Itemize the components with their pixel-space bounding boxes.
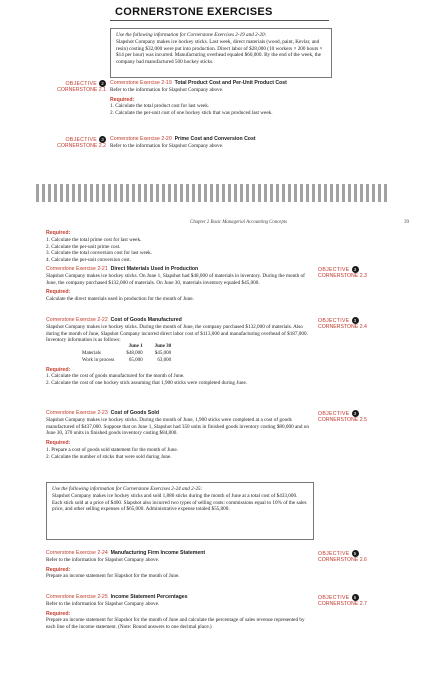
exercise-ref: Refer to the information for Slapshot Company above.: [110, 142, 224, 149]
cornerstone-tag: CORNERSTONE 2.1: [57, 87, 106, 94]
objective-2-24: [318, 550, 396, 564]
exercise-title: Cost of Goods Sold: [110, 410, 160, 416]
required-item: 1. Calculate the cost of goods manufactured for the month of June.: [46, 373, 185, 380]
required-item: 2. Calculate the per-unit prime cost.: [46, 243, 121, 250]
exercise-text: Slapshot Company makes ice hockey sticks. On June 1, Slapshot had $48,000 of materials in inventory. During the month of June, the company purchased $132,000 of materials. On June 30, materials inventory equaled $45,000.: [46, 272, 305, 286]
info-box-intro: Use the following information for Cornerstone Exercises 2-19 and 2-20:: [116, 32, 267, 38]
section-title: CORNERSTONE EXERCISES: [115, 6, 273, 18]
exercise-ref: Refer to the information for Slapshot Company above.: [110, 86, 224, 93]
cornerstone-tag: CORNERSTONE 2.2: [57, 143, 106, 150]
objective-2-23: [318, 410, 396, 424]
table-header: June 30: [154, 344, 172, 350]
objective-2-21: [318, 266, 396, 280]
page-bottom: [0, 214, 423, 700]
objective-label: OBJECTIVE: [318, 594, 350, 601]
cornerstone-tag: CORNERSTONE 2.3: [318, 273, 367, 280]
required-label: Required:: [46, 366, 71, 373]
table-header: June 1: [128, 344, 143, 350]
exercise-title: Manufacturing Firm Income Statement: [110, 550, 206, 556]
cornerstone-tag: CORNERSTONE 2.7: [318, 601, 367, 608]
table-row: [76, 358, 177, 365]
objective-2-19: [28, 80, 106, 94]
exercise-title: Prime Cost and Conversion Cost: [174, 136, 256, 142]
objective-number: 5: [352, 594, 359, 601]
required-label: Required:: [46, 230, 71, 236]
exercise-number: Cornerstone Exercise 2-19: [110, 80, 172, 86]
objective-label: OBJECTIVE: [318, 410, 350, 417]
exercise-number: Cornerstone Exercise 2-22: [46, 317, 108, 323]
required-label: Required:: [46, 289, 71, 296]
objective-2-22: [318, 317, 396, 331]
required-label: Required:: [46, 610, 71, 617]
exercise-2-22: [46, 317, 314, 387]
objective-label: OBJECTIVE: [318, 317, 350, 324]
required-item: 1. Calculate the total prime cost for last week.: [46, 236, 142, 243]
table-cell: $48,000: [126, 350, 143, 356]
objective-label: OBJECTIVE: [318, 550, 350, 557]
exercise-text: Slapshot Company makes ice hockey sticks. During the month of June, the company purchased $132,000 of materials. Also during the month of June, Slapshot Company incurred direct labor cost of $113,000 and manufacturing overhead of $187,000. Inventory information is as follows:: [46, 323, 308, 344]
exercise-2-23: [46, 410, 314, 461]
required-item: Prepare an income statement for Slapshot for the month of June.: [46, 573, 180, 580]
table-cell: Work in process: [82, 357, 115, 363]
objective-label: OBJECTIVE: [65, 136, 97, 143]
cornerstone-tag: CORNERSTONE 2.6: [318, 557, 367, 564]
info-box-2: [46, 482, 314, 540]
required-label: Required:: [110, 96, 135, 103]
running-header: Chapter 2 Basic Managerial Accounting Concepts: [190, 220, 288, 225]
exercise-2-21: [46, 266, 314, 303]
header-rule: [110, 20, 329, 21]
required-item: 3. Calculate the total conversion cost for last week.: [46, 250, 153, 257]
objective-number: 3: [352, 266, 359, 273]
objective-number: 3: [99, 136, 106, 143]
objective-number: 3: [352, 410, 359, 417]
exercise-text: Slapshot Company makes ice hockey sticks. During the month of June, 1,900 sticks were completed at a cost of goods manufactured of $437,000. Suppose that on June 1, Slapshot had 350 units in finished goods inventory costing $80,000 and on June 30, 370 units in finished goods inventory costing $84,000.: [46, 416, 309, 437]
required-item: 2. Calculate the per-unit cost of one hockey stick that was produced last week.: [110, 110, 273, 117]
exercise-number: Cornerstone Exercise 2-20: [110, 136, 172, 142]
exercise-number: Cornerstone Exercise 2-21: [46, 266, 108, 272]
info-box-intro: Use the following information for Cornerstone Exercises 2-24 and 2-25:: [52, 486, 203, 492]
required-item: Calculate the direct materials used in production for the month of June.: [46, 296, 194, 303]
required-item: Prepare an income statement for Slapshot for the month of June and calculate the percentage of sales revenue represented by each line of the income statement. (Note: Round answers to one decimal place.): [46, 617, 305, 631]
cornerstone-tag: CORNERSTONE 2.5: [318, 417, 367, 424]
exercise-number: Cornerstone Exercise 2-23: [46, 410, 108, 416]
required-item: 2. Calculate the number of sticks that were sold during June.: [46, 453, 172, 460]
objective-2-20: [28, 136, 106, 150]
objective-number: 5: [352, 550, 359, 557]
page-top: [0, 0, 423, 212]
objective-label: OBJECTIVE: [65, 80, 97, 87]
exercise-2-24: [46, 550, 314, 580]
exercise-ref: Refer to the information for Slapshot Company above.: [46, 600, 160, 607]
table-cell: Materials: [82, 350, 101, 356]
exercise-ref: Refer to the information for Slapshot Company above.: [46, 556, 160, 563]
info-box: [110, 28, 332, 78]
objective-label: OBJECTIVE: [318, 266, 350, 273]
exercise-2-20: [110, 136, 360, 150]
objective-number: 3: [352, 317, 359, 324]
required-label: Required:: [46, 566, 71, 573]
page-number: 39: [404, 220, 409, 225]
exercise-2-20-required: [46, 230, 346, 264]
exercise-2-19: [110, 80, 360, 117]
objective-number: 2: [99, 80, 106, 87]
table-cell: $45,000: [154, 350, 172, 356]
exercise-title: Income Statement Percentages: [110, 594, 188, 600]
cornerstone-tag: CORNERSTONE 2.4: [318, 324, 367, 331]
required-label: Required:: [46, 440, 71, 447]
exercise-2-25: [46, 594, 314, 631]
info-box-text: Slapshot Company makes ice hockey sticks and sold 1,880 sticks during the month of June at a total cost of $433,000. Each stick sold at a price of $400. Slapshot also incurred two types of selling costs: commissions equal to 10% of the sales price, and other selling expenses of $65,000. Administrative expense totaled $55,800.: [52, 492, 307, 513]
exercise-title: Cost of Goods Manufactured: [110, 317, 182, 323]
exercise-title: Total Product Cost and Per-Unit Product Cost: [174, 80, 287, 86]
inventory-table: [76, 344, 177, 364]
table-cell: 63,000: [157, 357, 172, 363]
required-item: 4. Calculate the per-unit conversion cost.: [46, 257, 132, 264]
table-row: [76, 351, 177, 358]
page-break-strip: [36, 184, 387, 202]
required-item: 2. Calculate the cost of one hockey stick assuming that 1,900 sticks were completed during June.: [46, 380, 248, 387]
exercise-title: Direct Materials Used in Production: [110, 266, 199, 272]
required-item: 1. Calculate the total product cost for last week.: [110, 103, 210, 110]
info-box-text: Slapshot Company makes ice hockey sticks. Last week, direct materials (wood, paint, Kevlar, and resin) costing $32,000 were put into production. Direct labor of $28,000 (10 workers × 200 hours × $14 per hour) was incurred. Manufacturing overhead equaled $60,000. By the end of the week, the company had manufactured 500 hockey sticks.: [116, 38, 323, 66]
exercise-number: Cornerstone Exercise 2-25: [46, 594, 108, 600]
table-cell: 65,000: [128, 357, 143, 363]
required-item: 1. Prepare a cost of goods sold statement for the month of June.: [46, 446, 178, 453]
objective-2-25: [318, 594, 396, 608]
exercise-number: Cornerstone Exercise 2-24: [46, 550, 108, 556]
